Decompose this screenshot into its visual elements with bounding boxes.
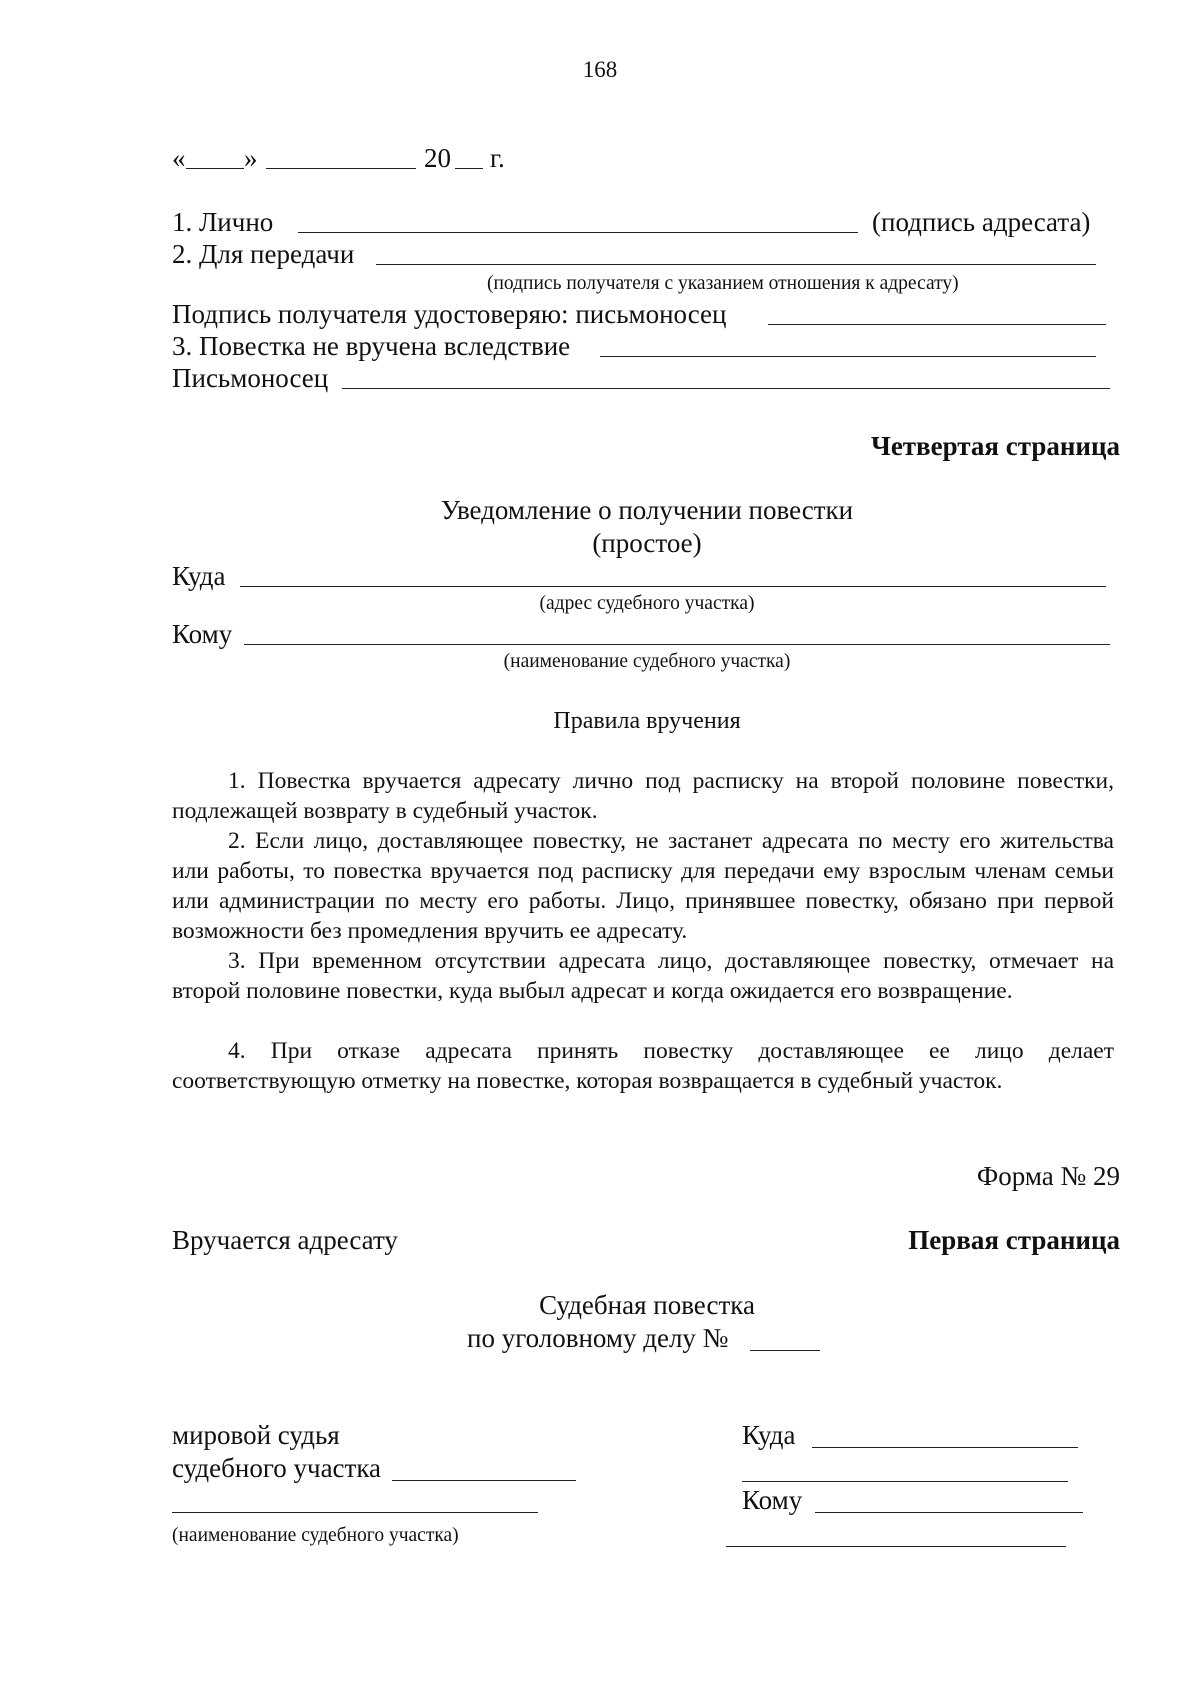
- postman-label: Письмоносец: [172, 363, 329, 393]
- certify-label: Подпись получателя удостоверяю: письмоносец: [172, 299, 727, 329]
- for-transfer-label: 2. Для передачи: [172, 239, 355, 269]
- personally-signature-blank: [298, 232, 858, 233]
- form-number: Форма № 29: [976, 1161, 1120, 1191]
- date-close-quote: »: [244, 143, 258, 173]
- recipient-where-blank: [812, 1447, 1078, 1448]
- to-where-blank: [240, 586, 1106, 587]
- notice-subtitle: (простое): [592, 528, 702, 558]
- personally-label: 1. Лично: [172, 207, 274, 237]
- to-whom-label: Кому: [172, 619, 233, 649]
- date-year-suffix: г.: [490, 143, 505, 173]
- to-where-caption: (адрес судебного участка): [539, 593, 755, 614]
- recipient-where-blank-2: [742, 1481, 1068, 1482]
- summons-title: Судебная повестка: [539, 1290, 755, 1320]
- case-number-blank: [750, 1350, 820, 1351]
- for-transfer-blank: [376, 264, 1096, 265]
- date-year-blank: [455, 168, 483, 169]
- court-name-caption: (наименование судебного участка): [172, 1525, 459, 1546]
- date-day-blank: [186, 168, 244, 169]
- certify-blank: [768, 324, 1106, 325]
- rule-1: 1. Повестка вручается адресату лично под расписку на второй половине повестки, подлежащей возврату в судебный участок.: [172, 768, 1114, 824]
- postman-blank: [342, 388, 1110, 389]
- case-number-label: по уголовному делу №: [467, 1323, 729, 1353]
- date-month-blank: [266, 168, 416, 169]
- court-name-blank: [172, 1512, 538, 1513]
- date-open-quote: «: [172, 143, 186, 173]
- notice-title: Уведомление о получении повестки: [440, 495, 854, 525]
- rule-2: 2. Если лицо, доставляющее повестку, не застанет адресата по месту его жительства или работы, то повестка вручается под расписку для передачи ему взрослым членам семьи или администрации по месту его работы. Лицо, принявшее повестку, обязано при первой возможности без промедления вручить ее адресату.: [172, 828, 1114, 944]
- page-number: 168: [582, 57, 618, 82]
- fourth-page-heading: Четвертая страница: [871, 431, 1120, 461]
- rules-heading: Правила вручения: [553, 708, 741, 734]
- recipient-signature-caption: (подпись получателя с указанием отношения к адресату): [487, 273, 959, 294]
- to-where-label: Куда: [172, 561, 226, 591]
- recipient-where-label: Куда: [742, 1420, 796, 1450]
- recipient-whom-blank-2: [726, 1546, 1066, 1547]
- recipient-whom-blank: [815, 1512, 1083, 1513]
- date-year-prefix: 20: [424, 143, 451, 173]
- first-page-heading: Первая страница: [908, 1225, 1120, 1255]
- to-whom-blank: [244, 644, 1110, 645]
- rule-4: 4. При отказе адресата принять повестку доставляющее ее лицо делает соответствующую отметку на повестке, которая возвращается в судебный участок.: [172, 1038, 1114, 1094]
- not-delivered-blank: [600, 356, 1096, 357]
- addressee-signature-note: (подпись адресата): [872, 207, 1091, 237]
- court-district-blank: [392, 1480, 576, 1481]
- delivered-to-addressee: Вручается адресату: [172, 1225, 398, 1255]
- justice-of-peace-label: мировой судья: [172, 1420, 340, 1450]
- not-delivered-label: 3. Повестка не вручена вследствие: [172, 331, 571, 361]
- rule-3: 3. При временном отсутствии адресата лицо, доставляющее повестку, отмечает на второй половине повестки, куда выбыл адресат и когда ожидается его возвращение.: [172, 948, 1114, 1004]
- to-whom-caption: (наименование судебного участка): [503, 651, 791, 672]
- court-district-label: судебного участка: [172, 1453, 382, 1483]
- recipient-whom-label: Кому: [742, 1485, 803, 1515]
